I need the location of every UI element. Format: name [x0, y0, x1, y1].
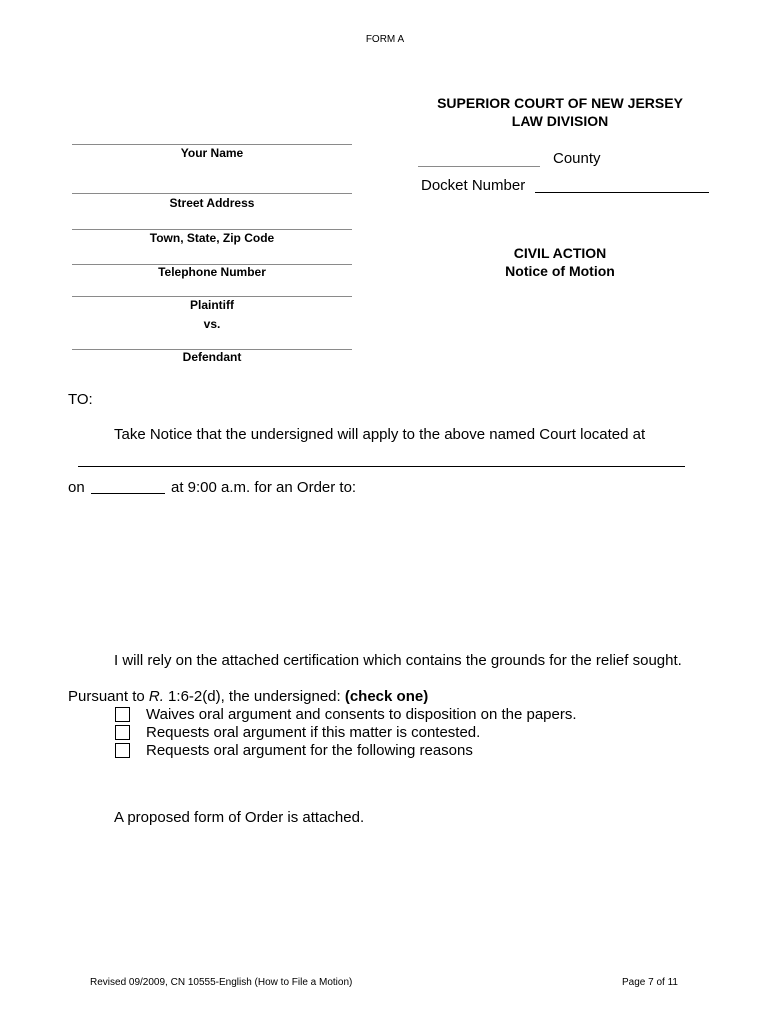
- pursuant-middle: 1:6-2(d), the undersigned:: [163, 688, 345, 705]
- plaintiff-label: Plaintiff: [190, 298, 234, 312]
- proposed-order-line: A proposed form of Order is attached.: [114, 809, 365, 826]
- motion-date-blank[interactable]: [91, 493, 165, 494]
- defendant-label: Defendant: [182, 350, 242, 364]
- county-label: County: [553, 150, 601, 167]
- waive-argument-label: Waives oral argument and consents to disposition on the papers.: [146, 706, 577, 723]
- pursuant-rule: R.: [148, 688, 164, 705]
- waive-argument-checkbox[interactable]: [115, 707, 130, 722]
- pursuant-check-one: (check one): [344, 688, 429, 705]
- pursuant-line: [68, 688, 428, 705]
- on-label: on: [68, 479, 85, 496]
- court-location-blank[interactable]: [78, 466, 685, 467]
- telephone-label: Telephone Number: [158, 265, 266, 279]
- notice-of-motion-title: Notice of Motion: [505, 263, 615, 279]
- street-address-line[interactable]: [72, 193, 352, 194]
- court-division: LAW DIVISION: [511, 113, 609, 129]
- revision-note: Revised 09/2009, CN 10555-English (How to File a Motion): [90, 977, 353, 988]
- request-reasons-checkbox[interactable]: [115, 743, 130, 758]
- versus-label: vs.: [203, 317, 221, 331]
- rely-paragraph: I will rely on the attached certification which contains the grounds for the relief sought.: [114, 652, 682, 669]
- form-label: FORM A: [365, 34, 405, 45]
- docket-label: Docket Number: [421, 177, 526, 194]
- to-label: TO:: [68, 391, 93, 408]
- docket-number-blank[interactable]: [535, 192, 709, 193]
- pursuant-prefix: Pursuant to: [68, 688, 149, 705]
- plaintiff-line[interactable]: [72, 296, 352, 297]
- street-address-label: Street Address: [169, 196, 255, 210]
- your-name-label: Your Name: [180, 146, 244, 160]
- request-if-contested-checkbox[interactable]: [115, 725, 130, 740]
- page-number: Page 7 of 11: [622, 977, 678, 988]
- county-blank[interactable]: [418, 166, 540, 167]
- town-state-zip-line[interactable]: [72, 229, 352, 230]
- your-name-line[interactable]: [72, 144, 352, 145]
- notice-paragraph: Take Notice that the undersigned will apply to the above named Court located at: [114, 426, 646, 443]
- request-if-contested-label: Requests oral argument if this matter is contested.: [146, 724, 481, 741]
- order-line: at 9:00 a.m. for an Order to:: [171, 479, 357, 496]
- request-reasons-label: Requests oral argument for the following reasons: [146, 742, 473, 759]
- civil-action-title: CIVIL ACTION: [513, 245, 607, 261]
- town-state-zip-label: Town, State, Zip Code: [149, 231, 275, 245]
- court-name: SUPERIOR COURT OF NEW JERSEY: [437, 95, 683, 111]
